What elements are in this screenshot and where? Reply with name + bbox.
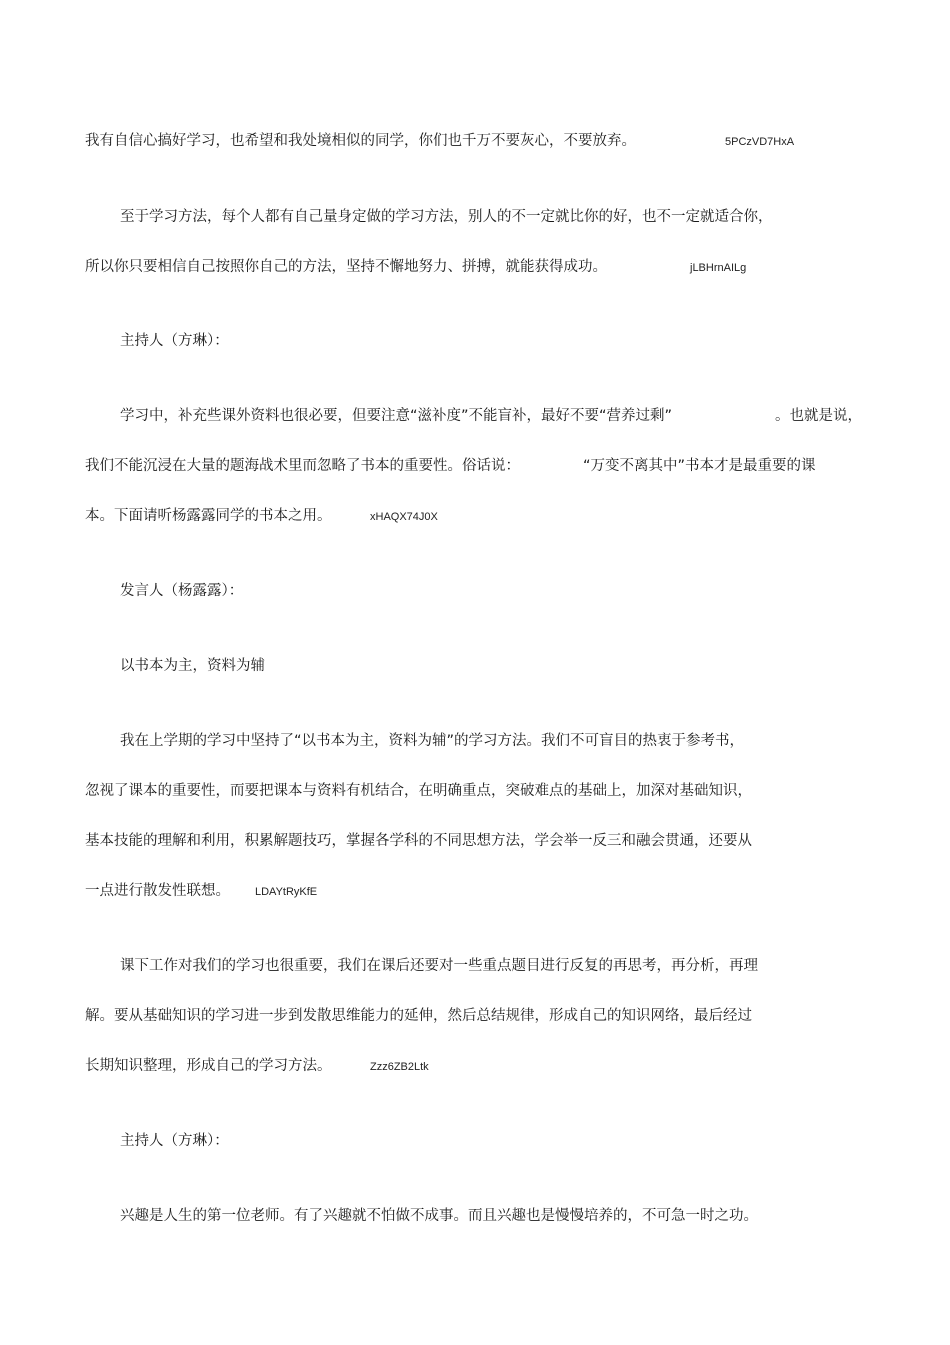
paragraph-line: 忽视了课本的重要性，而要把课本与资料有机结合，在明确重点，突破难点的基础上，加深对基础知识， [85,783,752,799]
watermark-code: LDAYtRyKfE [255,886,318,898]
paragraph-line: “万变不离其中”书本才是最重要的课 [583,458,816,474]
speaker-heading: 发言人（杨露露）： [120,583,244,599]
watermark-code: 5PCzVD7HxA [725,136,795,148]
section-heading: 以书本为主，资料为辅 [120,658,265,674]
watermark-code: xHAQX74J0X [370,511,438,523]
paragraph-line: 。也就是说， [775,408,862,424]
paragraph-line: 兴趣是人生的第一位老师。有了兴趣就不怕做不成事。而且兴趣也是慢慢培养的，不可急一时之功。 [120,1208,758,1224]
paragraph-line: 课下工作对我们的学习也很重要，我们在课后还要对一些重点题目进行反复的再思考，再分析，再理 [120,958,758,974]
paragraph-line: 至于学习方法，每个人都有自己量身定做的学习方法，别人的不一定就比你的好，也不一定就适合你， [120,209,773,225]
paragraph-line: 本。下面请听杨露露同学的书本之用。 [85,508,332,524]
speaker-heading: 主持人（方琳）： [120,1133,229,1149]
paragraph-line: 基本技能的理解和利用，积累解题技巧，掌握各学科的不同思想方法，学会举一反三和融会贯通，还要从 [85,833,752,849]
paragraph-line: 长期知识整理，形成自己的学习方法。 [85,1058,332,1074]
speaker-heading: 主持人（方琳）： [120,333,229,349]
paragraph-line: 我们不能沉浸在大量的题海战术里而忽略了书本的重要性。俗话说： [85,458,520,474]
paragraph-line: 学习中，补充些课外资料也很必要，但要注意“滋补度”不能盲补，最好不要“营养过剩” [120,408,673,424]
watermark-code: Zzz6ZB2Ltk [370,1061,429,1073]
paragraph-line: 解。要从基础知识的学习进一步到发散思维能力的延伸，然后总结规律，形成自己的知识网络，最后经过 [85,1008,752,1024]
watermark-code: jLBHrnAILg [690,262,747,274]
paragraph-line: 所以你只要相信自己按照你自己的方法，坚持不懈地努力、拼搏，就能获得成功。 [85,259,607,275]
paragraph-line: 我在上学期的学习中坚持了“以书本为主，资料为辅”的学习方法。我们不可盲目的热衷于参考书， [120,733,745,749]
paragraph-line: 我有自信心搞好学习，也希望和我处境相似的同学，你们也千万不要灰心，不要放弃。 [85,133,636,149]
paragraph-line: 一点进行散发性联想。 [85,883,230,899]
